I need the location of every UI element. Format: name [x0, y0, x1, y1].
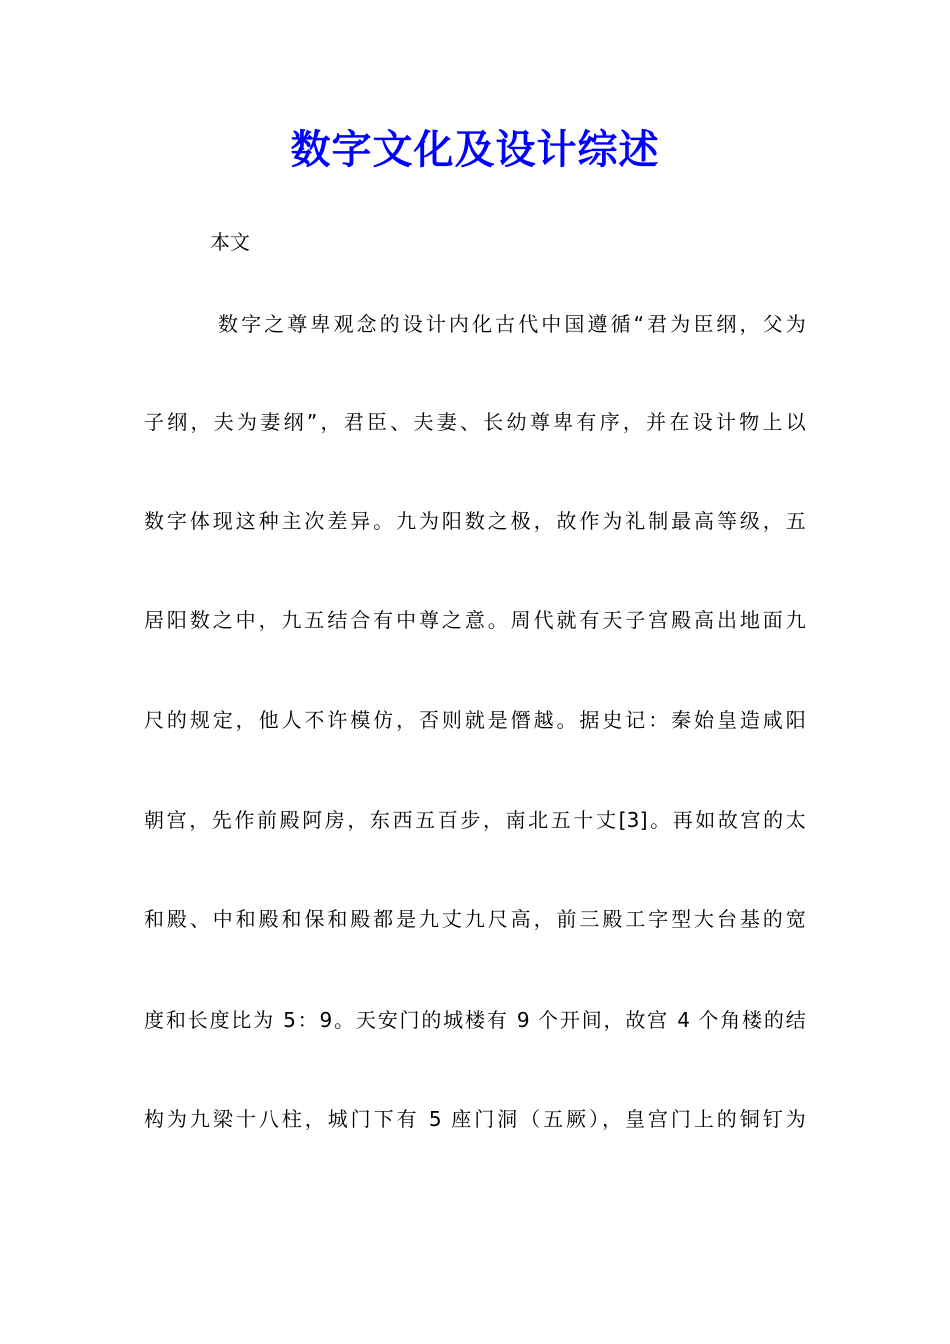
body-line: 构为九梁十八柱，城门下有 5 座门洞（五厥），皇宫门上的铜钉为: [144, 1107, 806, 1131]
body-line: 度和长度比为 5：9。天安门的城楼有 9 个开间，故宫 4 个角楼的结: [144, 1008, 806, 1032]
body-line: 尺的规定，他人不许模仿，否则就是僭越。据史记：秦始皇造咸阳: [144, 708, 806, 732]
body-line: 和殿、中和殿和保和殿都是九丈九尺高，前三殿工字型大台基的宽: [144, 907, 806, 931]
body-line: 子纲，夫为妻纲”，君臣、夫妻、长幼尊卑有序，并在设计物上以: [144, 410, 806, 434]
document-subtitle: 本文: [210, 230, 250, 254]
body-line: 朝宫，先作前殿阿房，东西五百步，南北五十丈[3]。再如故宫的太: [144, 808, 806, 832]
body-line: 数字之尊卑观念的设计内化古代中国遵循“君为臣纲，父为: [218, 312, 806, 336]
document-title: 数字文化及设计综述: [290, 126, 660, 173]
body-line: 数字体现这种主次差异。九为阳数之极，故作为礼制最高等级，五: [144, 509, 806, 533]
body-line: 居阳数之中，九五结合有中尊之意。周代就有天子宫殿高出地面九: [144, 608, 806, 632]
